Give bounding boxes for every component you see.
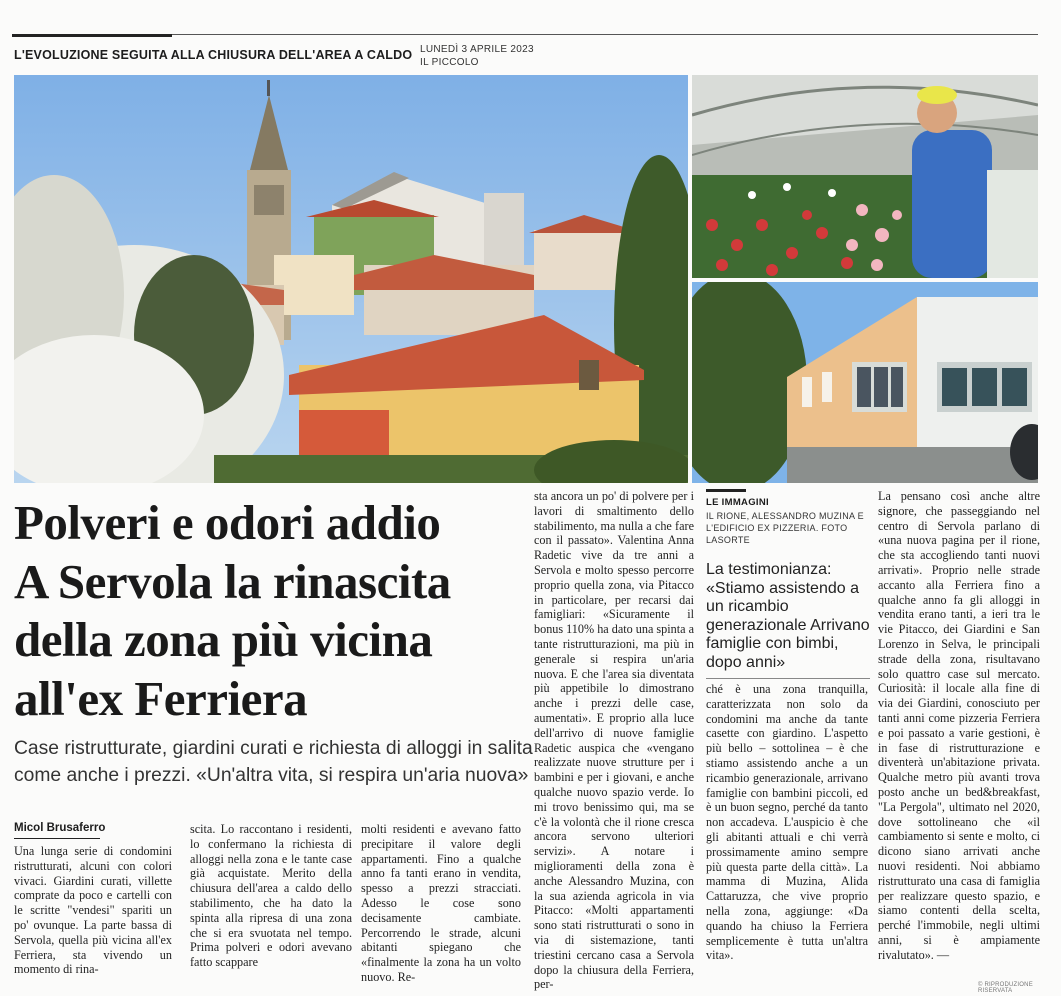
photo-ex-pizzeria <box>692 282 1038 483</box>
section-kicker: L'EVOLUZIONE SEGUITA ALLA CHIUSURA DELL'AREA A CALDO <box>14 48 413 62</box>
paragraph: Una lunga serie di condomini ristrutturati, alcuni con colori vivaci. Giardini curati, villette comprate da poco e cartelli con le scritte "vendesi" spariti un po' ovunque. La parte bassa di Servola, quella più vicina all'ex Ferriera, sta vivendo un momento di rina- <box>14 844 172 977</box>
header-accent-rule <box>12 34 172 37</box>
pull-quote: La testimonianza: «Stiamo assistendo a un ricambio generazionale Arrivano famiglie con bimbi, dopo anni» <box>706 561 870 671</box>
paragraph: molti residenti e avevano fatto precipitare il valore degli appartamenti. Fino a qualche anno fa tanti erano in vendita, spesso a prezzi stracciati. Adesso le cose sono decisamente cambiate. Percorrendo le strade, alcuni abitanti spiegano che «finalmente la zona ha un volto nuovo. Re- <box>361 822 521 984</box>
issue-date: LUNEDÌ 3 APRILE 2023 <box>420 44 534 55</box>
dateline <box>420 43 534 69</box>
headline: Polveri e odori addio A Servola la rinascita della zona più vicina all'ex Ferriera <box>14 495 451 726</box>
body-column-2 <box>190 822 352 970</box>
photo-alessandro-muzina <box>692 75 1038 278</box>
caption-rule <box>706 489 746 492</box>
body-column-6 <box>878 489 1040 963</box>
paragraph: La pensano così anche altre signore, che passeggiando nel centro di Servola parlano di «una nuova pagina per il rione, che sta accogliendo tanti nuovi arrivati». Proprio nelle strade accanto alla Ferriera fino a qualche anno fa gli alloggi in vendita erano tanti, a ieri tra le vie Pitacco, dei Giardini e San Lorenzo in Selva, le principali strade della zona, risultavano solo quattro case sul mercato. Curiosità: il locale alla fine di via dei Giardini, conosciuto per tanti anni come pizzeria Ferriera e poi passato a varie gestioni, è in fase di ristrutturazione e diventerà un'abitazione privata. Qualche metro più avanti trova posto anche un bed&breakfast, "La Pergola", ultimato nel 2020, dove sottolineano che «il cambiamento si sente e molto, ci dicono siano arrivati anche nuovi residenti. Noi abbiamo ristrutturato una casa di famiglia per realizzare questo spazio, e siamo contenti della scelta, perché l'immobile, negli ultimi anni, si è ampiamente rivalutato». — <box>878 489 1040 962</box>
paragraph: scita. Lo raccontano i residenti, lo confermano la richiesta di alloggi nella zona e le tante case già acquistate. Merito della chiusura dell'area a caldo dello stabilimento, che ha dato la spinta alla ripresa di una zona che si era svuotata nel tempo. Prima polveri e odori avevano fatto scappare <box>190 822 352 970</box>
body-column-5 <box>706 682 868 963</box>
newspaper-name: IL PICCOLO <box>420 57 479 68</box>
byline: Micol Brusaferro <box>14 822 106 834</box>
paragraph: ché è una zona tranquilla, caratterizzata non solo da condomini ma anche da tante casette con giardino. L'aspetto più bello – sottolinea – è che stiamo assistendo anche a un ricambio generazionale, arrivano famiglie con bambini piccoli, ed è un buon segno, perché da tanto non accadeva. L'auspicio è che gli abitanti attuali e chi verrà prossimamente amino sempre più questa parte della città». La mamma di Muzina, Alida Cattaruzza, che vive proprio nella zona, aggiunge: «Da quando ha chiuso la Ferriera semplicemente è tutta un'altra vita». <box>706 682 868 963</box>
body-column-1 <box>14 844 172 977</box>
copyright-notice: © RIPRODUZIONE RISERVATA <box>978 982 1033 994</box>
quote-rule <box>706 678 870 679</box>
photo-servola-village <box>14 75 688 483</box>
body-column-3 <box>361 822 521 985</box>
body-column-4 <box>534 489 694 992</box>
caption-label: LE IMMAGINI <box>706 497 769 508</box>
photo-caption: IL RIONE, ALESSANDRO MUZINA E L'EDIFICIO EX PIZZERIA. FOTO LASORTE <box>706 511 864 545</box>
paragraph: sta ancora un po' di polvere per i lavori di smaltimento dello stabilimento, ma nulla a che fare con il passato». Valentina Anna Radetic vive da tre anni a Servola e molto spesso percorre proprio quella zona, via Pitacco in particolare, per recarsi dai famigliari: «Sicuramente il bonus 110% ha dato una spinta a tante ristrutturazioni, ma più in generale si respira un'aria nuova. E che l'area sia diventata più appetibile lo dimostrano anche i prezzi delle case, aumentati». E proprio alla luce dell'arrivo di nuove famiglie Radetic auspica che «vengano realizzate nuove strutture per i bambini e per i giovani, e anche qualche nuovo spazio verde. Io mi trovo benissimo qui, ma se c'è la volontà che il rione cresca ancora servono ulteriori servizi». A notare i miglioramenti della zona è anche Alessandro Muzina, con la sua azienda agricola in via Pitacco: «Molti appartamenti sono stati ristrutturati o sono in via di sistemazione, tanti triestini cercano casa a Servola dopo la chiusura della Ferriera, per- <box>534 489 694 992</box>
byline-rule <box>14 838 100 839</box>
subheadline: Case ristrutturate, giardini curati e richiesta di alloggi in salita come anche i prezzi. «Un'altra vita, si respira un'aria nuova» <box>14 738 533 786</box>
